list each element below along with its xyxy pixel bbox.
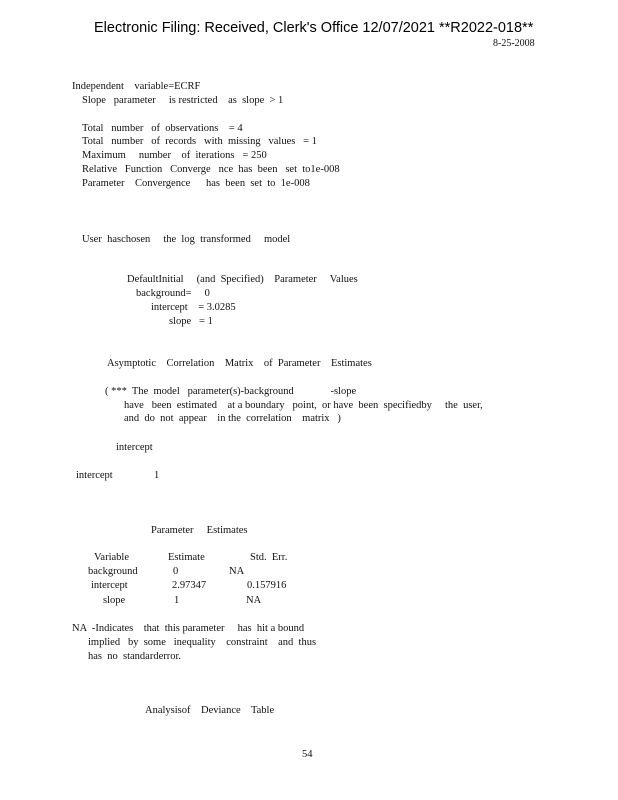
na-note-line: NA -Indicates that this parameter has hit a bound [72,623,305,634]
run-info-line: Relative Function Converge nce has been set to1e-008 [82,164,340,175]
estimate-value: 1 [174,595,180,606]
model-choice-line: User haschosen the log transformed model [82,234,291,245]
correlation-column-header: intercept [116,442,153,453]
estimates-column-header: Variable [94,552,129,563]
estimate-value: 0 [173,566,179,577]
document-date: 8-25-2008 [493,38,535,49]
estimate-variable: slope [103,595,126,606]
correlation-note-line: have been estimated at a boundary point, or have been specifiedby the user, [124,400,483,411]
estimates-column-header: Std. Err. [250,552,288,563]
initial-background-line: background= 0 [136,288,210,299]
estimate-variable: intercept [91,580,128,591]
correlation-row-value: 1 [154,470,160,481]
correlation-row-label: intercept [76,470,113,481]
initial-values-heading: DefaultInitial (and Specified) Parameter Values [127,274,358,285]
slope-restriction-line: Slope parameter is restricted as slope > 1 [82,95,284,106]
estimate-value: 2.97347 [172,580,207,591]
run-info-line: Total number of observations = 4 [82,123,243,134]
initial-intercept-line: intercept = 3.0285 [151,302,236,313]
page-number: 54 [302,749,313,760]
estimate-std-err: NA [229,566,245,577]
initial-slope-line: slope = 1 [169,316,213,327]
na-note-line: has no standarderror. [88,651,182,662]
run-info-line: Parameter Convergence has been set to 1e-008 [82,178,310,189]
estimate-variable: background [88,566,138,577]
correlation-heading: Asymptotic Correlation Matrix of Parameter Estimates [107,358,372,369]
estimate-std-err: NA [246,595,262,606]
run-info-line: Total number of records with missing values = 1 [82,136,317,147]
estimate-std-err: 0.157916 [247,580,287,591]
correlation-note-line: and do not appear in the correlation matrix ) [124,413,341,424]
run-info-line: Maximum number of iterations = 250 [82,150,267,161]
estimates-column-header: Estimate [168,552,205,563]
independent-variable-line: Independent variable=ECRF [72,81,201,92]
filing-stamp: Electronic Filing: Received, Clerk's Office 12/07/2021 **R2022-018** [94,20,534,36]
parameter-estimates-heading: Parameter Estimates [151,525,248,536]
deviance-table-heading: Analysisof Deviance Table [145,705,275,716]
na-note-line: implied by some inequality constraint and thus [88,637,317,648]
correlation-note-line: ( *** The model parameter(s)-background -slope [105,386,357,397]
